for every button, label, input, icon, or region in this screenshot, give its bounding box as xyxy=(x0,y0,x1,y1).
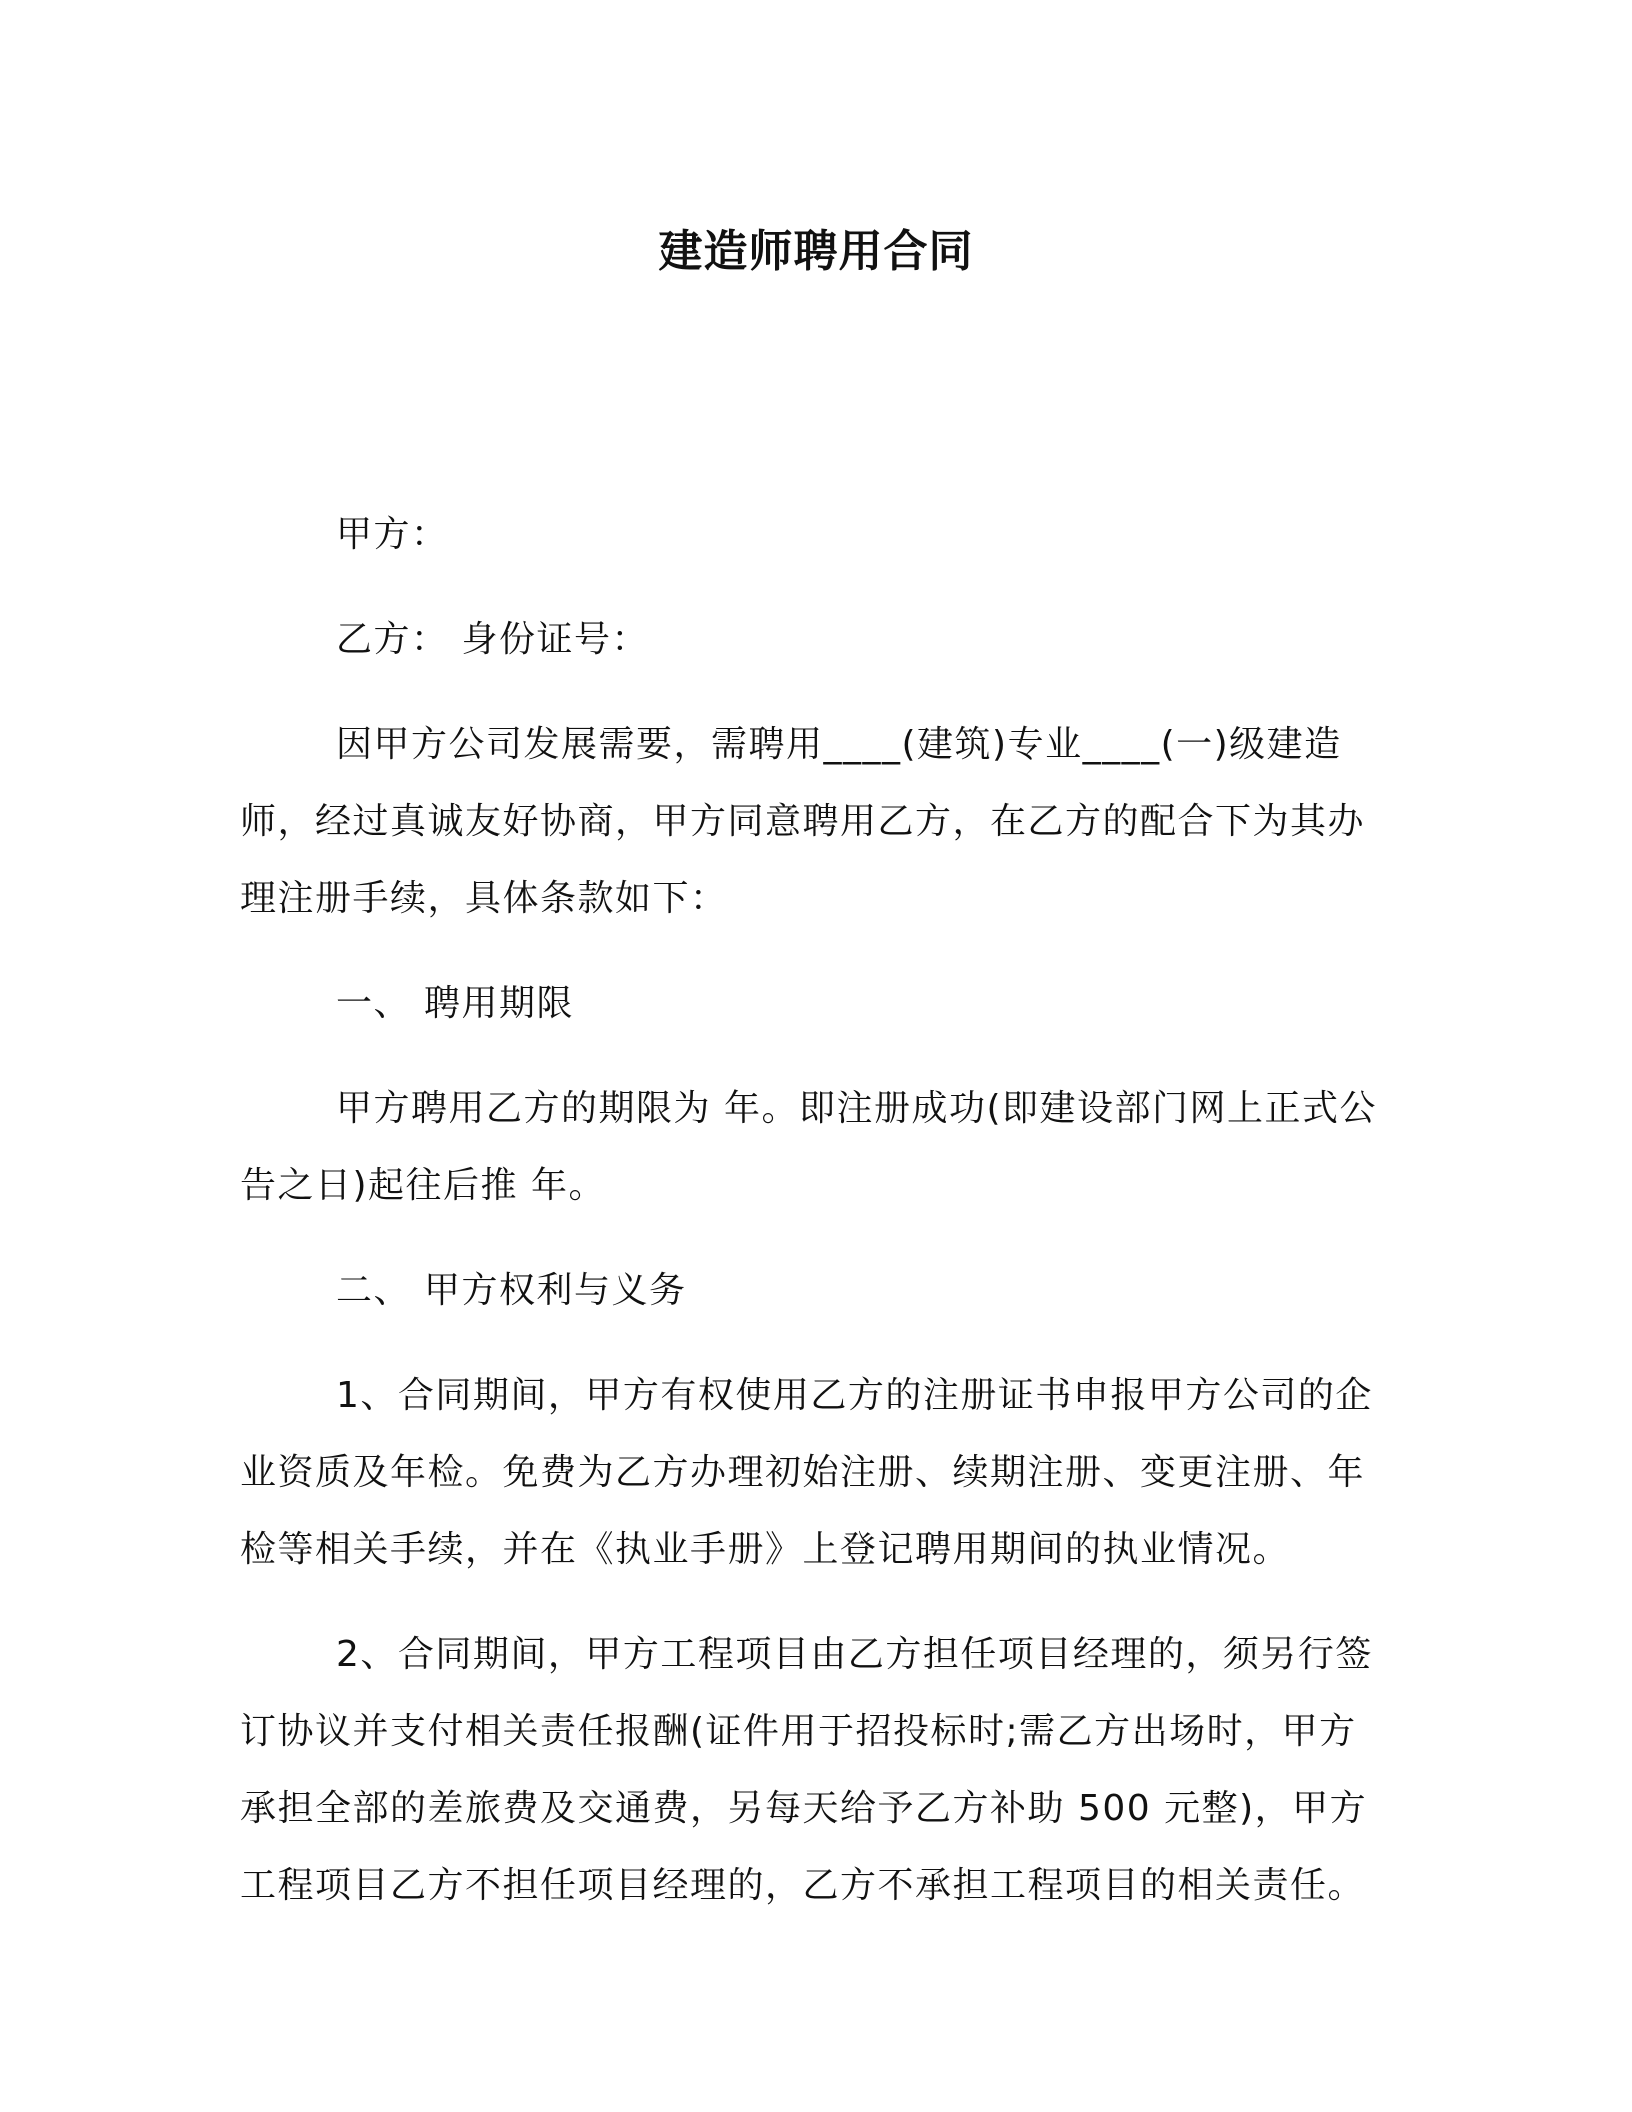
term-paragraph: 甲方聘用乙方的期限为 年。即注册成功(即建设部门网上正式公告之日)起往后推 年。 xyxy=(240,1088,1377,1206)
section-heading-term: 一、 聘用期限 xyxy=(336,983,574,1024)
party-b-line: 乙方： 身份证号： xyxy=(336,619,649,660)
section-heading-party-a-rights: 二、 甲方权利与义务 xyxy=(336,1270,687,1311)
intro-paragraph: 因甲方公司发展需要，需聘用____(建筑)专业____(一)级建造师，经过真诚友好协商，甲方同意聘用乙方，在乙方的配合下为其办理注册手续，具体条款如下： xyxy=(240,724,1366,919)
clause-2-paragraph: 2、合同期间，甲方工程项目由乙方担任项目经理的，须另行签订协议并支付相关责任报酬(证件用于招投标时;需乙方出场时，甲方承担全部的差旅费及交通费，另每天给予乙方补助 500 元整)，甲方工程项目乙方不担任项目经理的，乙方不承担工程项目的相关责任。 xyxy=(240,1634,1373,1906)
clause-1-paragraph: 1、合同期间，甲方有权使用乙方的注册证书申报甲方公司的企业资质及年检。免费为乙方办理初始注册、续期注册、变更注册、年检等相关手续，并在《执业手册》上登记聘用期间的执业情况。 xyxy=(240,1375,1373,1570)
document-body xyxy=(240,496,1390,1924)
party-a-line: 甲方： xyxy=(336,514,449,555)
document-title: 建造师聘用合同 xyxy=(658,226,974,277)
